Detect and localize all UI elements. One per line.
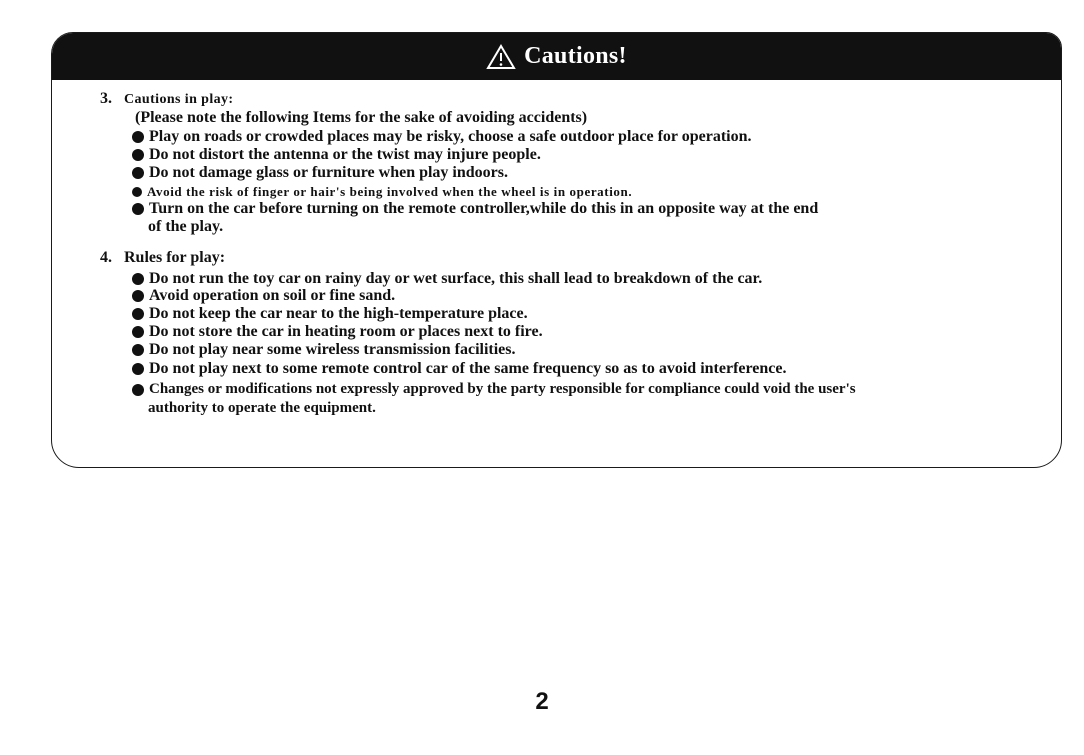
bullet-icon [132,187,142,197]
list-item-continuation: authority to operate the equipment. [148,400,376,416]
section-title: Rules for play: [124,249,226,266]
bullet-icon [132,167,144,179]
warning-triangle-icon [486,44,516,70]
list-item: Avoid the risk of finger or hair's being involved when the wheel is in operation. [132,184,632,200]
list-item: Do not play next to some remote control car of the same frequency so as to avoid interference. [132,360,787,378]
list-item: Changes or modifications not expressly approved by the party responsible for compliance could void the user's [132,381,856,398]
list-item: Do not damage glass or furniture when play indoors. [132,164,508,182]
cautions-banner [52,33,1061,80]
list-item: Do not keep the car near to the high-temperature place. [132,305,528,323]
list-item: Do not play near some wireless transmission facilities. [132,341,516,359]
banner-title: Cautions! [524,43,627,69]
bullet-icon [132,344,144,356]
list-item: Turn on the car before turning on the remote controller,while do this in an opposite way at the end [132,200,818,218]
section-rules-heading [100,249,225,267]
bullet-icon [132,308,144,320]
bullet-icon [132,290,144,302]
bullet-icon [132,384,144,396]
bullet-icon [132,131,144,143]
list-item: Do not distort the antenna or the twist may injure people. [132,146,541,164]
list-item: Play on roads or crowded places may be risky, choose a safe outdoor place for operation. [132,128,752,146]
bullet-icon [132,363,144,375]
section-number: 3. [100,90,112,107]
list-item: Do not run the toy car on rainy day or wet surface, this shall lead to breakdown of the car. [132,270,762,288]
section-title: Cautions in play: [124,92,234,107]
page-number: 2 [535,688,549,715]
bullet-icon [132,326,144,338]
list-item-continuation: of the play. [148,218,224,235]
list-item: Avoid operation on soil or fine sand. [132,287,395,305]
bullet-icon [132,203,144,215]
cautions-note: (Please note the following Items for the sake of avoiding accidents) [135,109,588,126]
section-cautions-heading [100,90,234,108]
section-number: 4. [100,249,112,266]
list-item: Do not store the car in heating room or places next to fire. [132,323,543,341]
bullet-icon [132,149,144,161]
bullet-icon [132,273,144,285]
cautions-panel [51,32,1062,468]
